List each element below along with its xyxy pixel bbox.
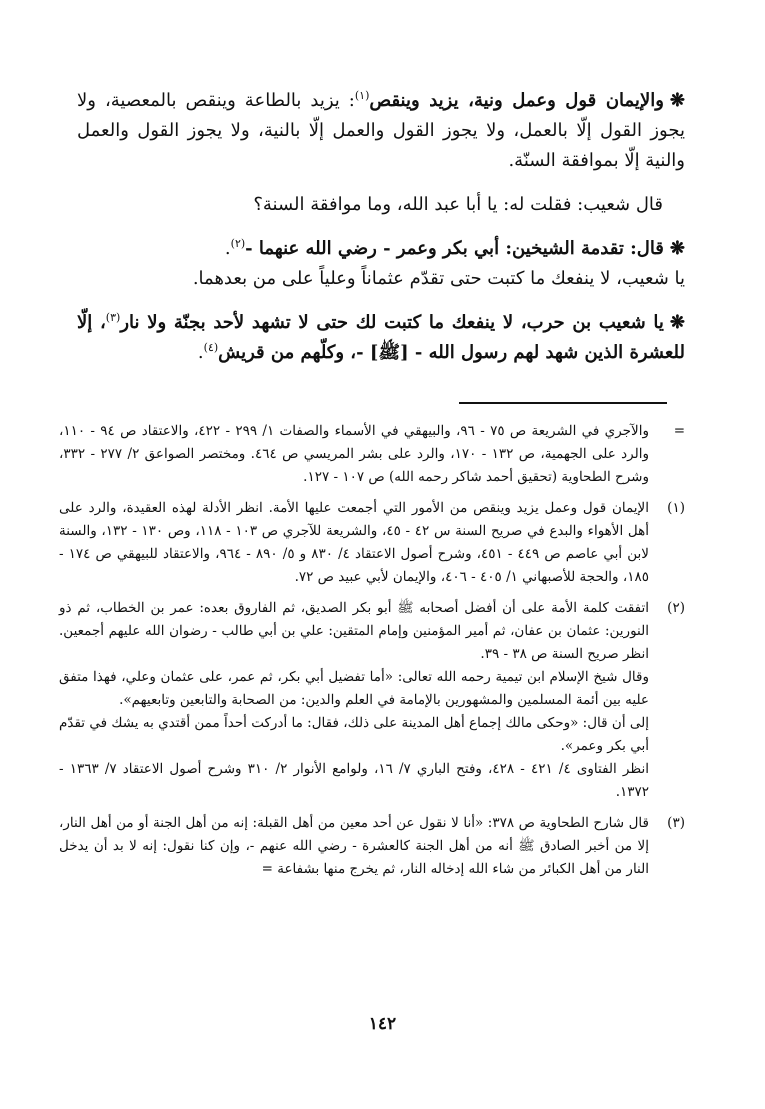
footnote-marker: = (673, 423, 685, 439)
footnote-line: إلى أن قال: «وحكى مالك إجماع أهل المدينة على ذلك، فقال: ما أدركت أحداً ممن أقتدي به يشك في تقدّم أبي بكر وعمر». (59, 715, 649, 754)
paragraph-text: يا شعيب، لا ينفعك ما كتبت حتى تقدّم عثماناً وعلياً على من بعدهما. (192, 268, 685, 289)
footnote-line: وقال شيخ الإسلام ابن تيمية رحمه الله تعالى: «أما تفضيل أبي بكر، ثم عمر، على عثمان وعلي، فهذا متفق عليه بين أئمة المسلمين والمشهورين بالإمامة في العلم والدين: من الصحابة والتابعين وتابعيهم». (59, 669, 649, 708)
footnote-continuation (59, 420, 685, 489)
footnote-body (59, 497, 649, 589)
paragraph-text: : يزيد بالطاعة وينقص بالمعصية، ولا يجوز القول إلّا بالعمل، ولا يجوز القول والعمل إلّا بالنية، ولا يجوز القول والعمل والنية إلّا بموافقة السنّة. (77, 90, 685, 171)
paragraph-end: . (197, 342, 204, 363)
paragraph-end: . (224, 238, 231, 259)
asterisk-icon: ❋ (669, 238, 685, 259)
bold-lead: والإيمان قول وعمل ونية، يزيد وينقص (369, 90, 664, 111)
footnote-2 (59, 597, 685, 804)
footnote-body (59, 597, 649, 804)
footnote-ref-2[interactable]: (٢) (230, 237, 246, 250)
bold-middle: ، إلّا للعشرة الذين شهد لهم رسول الله - [ﷺ] -، وكلّهم من قريش (77, 312, 685, 363)
paragraph-ashara (77, 308, 685, 368)
footnote-marker: (١) (667, 500, 685, 516)
page-number: ١٤٢ (368, 1014, 397, 1034)
footnote-ref-1[interactable]: (١) (354, 89, 370, 102)
footnote-line: انظر الفتاوى ٤/ ٤٢١ - ٤٢٨، وفتح الباري ٧/ ١٦، ولوامع الأنوار ٢/ ٣١٠ وشرح أصول الاعتقاد ٧/ ١٣٦٣ - ١٣٧٢. (59, 761, 649, 800)
footnote-line: قال شارح الطحاوية ص ٣٧٨: «أنا لا نقول عن أحد معين من أهل القبلة: إنه من أهل الجنة أو من أهل النار، إلا من أخبر الصادق ﷺ أنه من أهل الجنة كالعشرة - رضي الله عنهم -، وإن كنا نقول: إنه لا بد أن يدخل النار من أهل الكبائر من شاء الله إدخاله النار، ثم يخرج منها بشفاعة = (59, 815, 649, 877)
paragraph-text: قال شعيب: فقلت له: يا أبا عبد الله، وما موافقة السنة؟ (253, 194, 663, 215)
footnote-ref-4[interactable]: (٤) (203, 341, 219, 354)
footnote-ref-3[interactable]: (٣) (105, 311, 121, 324)
footnote-line: والآجري في الشريعة ص ٧٥ - ٩٦، والبيهقي في الأسماء والصفات ١/ ٢٩٩ - ٤٢٢، والاعتقاد ص ٩٤ - ١١٠، والرد على الجهمية، ص ١٣٢ - ١٧٠، والرد على بشر المريسي ص ٤٦٤. ومختصر الصواعق ٢/ ٢٧٧ - ٣٣٢، وشرح الطحاوية (تحقيق أحمد شاكر رحمه الله) ص ١٠٧ - ١٢٧. (59, 423, 649, 485)
footnote-line: اتفقت كلمة الأمة على أن أفضل أصحابه ﷺ أبو بكر الصديق، ثم الفاروق بعده: عمر بن الخطاب، ثم ذو النورين: عثمان بن عفان، ثم أمير المؤمنين وإمام المتقين: علي بن أبي طالب - رضوان الله عليهم أجمعين. انظر صريح السنة ص ٣٨ - ٣٩. (59, 600, 649, 662)
footnote-3 (59, 812, 685, 881)
footnote-marker: (٢) (667, 600, 685, 616)
footnote-line: الإيمان قول وعمل يزيد وينقص من الأمور التي أجمعت عليها الأمة. انظر الأدلة لهذه العقيدة، والرد على أهل الأهواء والبدع في صريح السنة س ٤٢ - ٤٥، والشريعة للآجري ص ١٠٣ - ١١٨، وص ١٣٠ - ١٣٢، والسنة لابن أبي عاصم ص ٤٤٩ - ٤٥١، وشرح أصول الاعتقاد ٤/ ٨٣٠ و ٥/ ٨٩٠ - ٩٦٤، والاعتقاد للبيهقي ص ١٧٤ - ١٨٥، والحجة للأصبهاني ١/ ٤٠٥ - ٤٠٦، والإيمان لأبي عبيد ص ٧٢. (59, 500, 650, 585)
footnote-1 (59, 497, 685, 589)
footnote-marker: (٣) (667, 815, 685, 831)
footnote-divider (459, 402, 667, 404)
paragraph-shaykhayn (77, 234, 685, 294)
bold-lead: قال: تقدمة الشيخين: أبي بكر وعمر - رضي الله عنهما - (245, 238, 664, 259)
paragraph-iman (77, 86, 685, 176)
asterisk-icon: ❋ (669, 312, 685, 333)
paragraph-shuayb-question (77, 190, 685, 220)
footnote-body (59, 812, 649, 881)
footnotes (59, 420, 685, 889)
footnote-body (59, 420, 649, 489)
main-text (77, 86, 685, 368)
bold-lead: يا شعيب بن حرب، لا ينفعك ما كتبت لك حتى لا تشهد لأحد بجنّة ولا نار (120, 312, 664, 333)
asterisk-icon: ❋ (669, 90, 685, 111)
